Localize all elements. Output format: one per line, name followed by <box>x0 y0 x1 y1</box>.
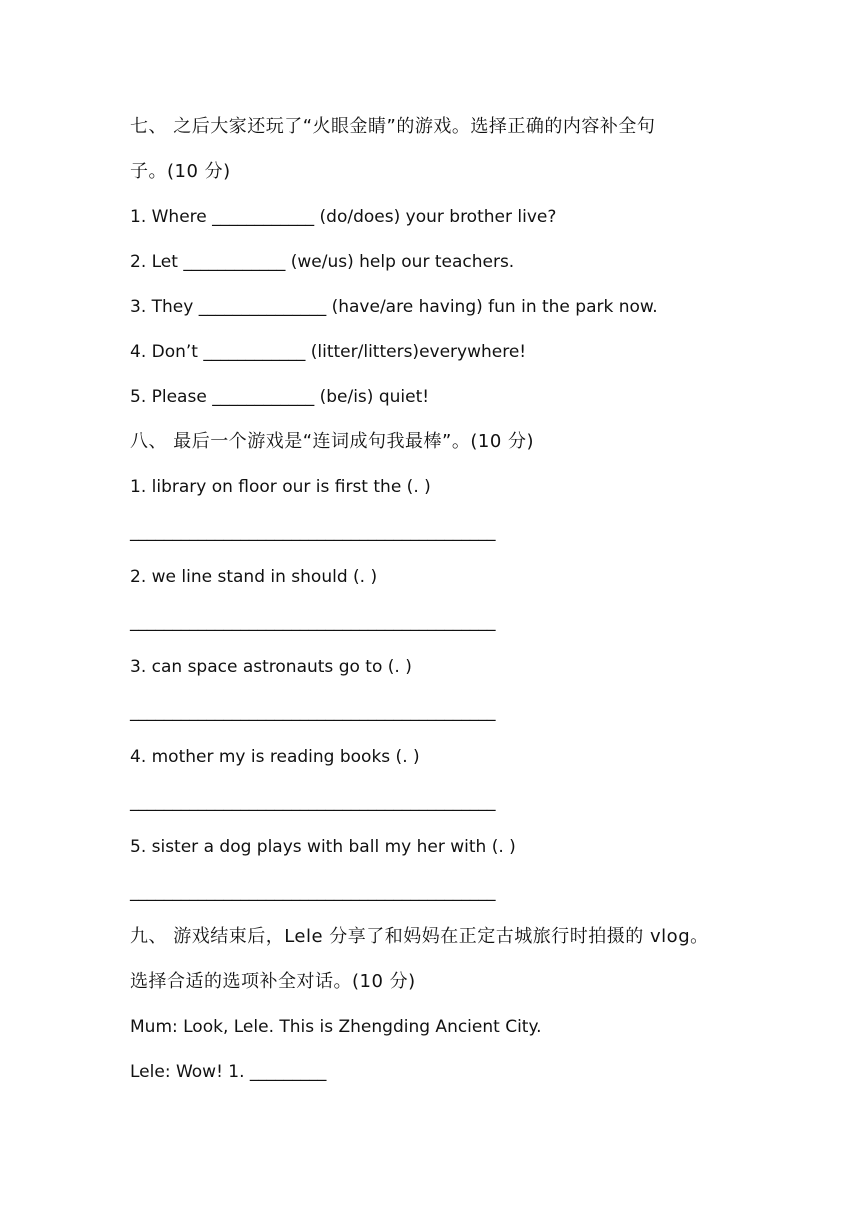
dialogue-line-2: Lele: Wow! 1. _________ <box>130 1062 327 1082</box>
section-7-item-5: 5. Please ____________ (be/is) quiet! <box>130 387 430 407</box>
section-7-item-4: 4. Don’t ____________ (litter/litters)everywhere! <box>130 342 527 362</box>
section-7-title-line-2: 子。(10 分) <box>130 161 231 182</box>
section-8-title: 八、 最后一个游戏是“连词成句我最棒”。(10 分) <box>130 431 535 452</box>
section-9-title-line-1: 九、 游戏结束后，Lele 分享了和妈妈在正定古城旅行时拍摄的 vlog。 <box>130 926 709 947</box>
section-7-title-line-1: 七、 之后大家还玩了“火眼金睛”的游戏。选择正确的内容补全句 <box>130 116 656 137</box>
section-8-item-3: 3. can space astronauts go to (. ) <box>130 657 412 677</box>
section-8-answer-line-5: ___________________________________________ <box>130 882 496 902</box>
section-8-item-4: 4. mother my is reading books (. ) <box>130 747 420 767</box>
section-8-answer-line-3: ___________________________________________ <box>130 702 496 722</box>
section-7-item-2: 2. Let ____________ (we/us) help our teachers. <box>130 252 515 272</box>
section-9-title-line-2: 选择合适的选项补全对话。(10 分) <box>130 971 416 992</box>
dialogue-line-1: Mum: Look, Lele. This is Zhengding Ancient City. <box>130 1017 542 1037</box>
section-8-answer-line-2: ___________________________________________ <box>130 612 496 632</box>
section-7-item-3: 3. They _______________ (have/are having) fun in the park now. <box>130 297 658 317</box>
section-7-item-1: 1. Where ____________ (do/does) your brother live? <box>130 207 557 227</box>
section-8-answer-line-1: ___________________________________________ <box>130 522 496 542</box>
section-8-item-2: 2. we line stand in should (. ) <box>130 567 378 587</box>
section-8-item-1: 1. library on floor our is first the (. ) <box>130 477 431 497</box>
section-8-item-5: 5. sister a dog plays with ball my her with (. ) <box>130 837 516 857</box>
section-8-answer-line-4: ___________________________________________ <box>130 792 496 812</box>
